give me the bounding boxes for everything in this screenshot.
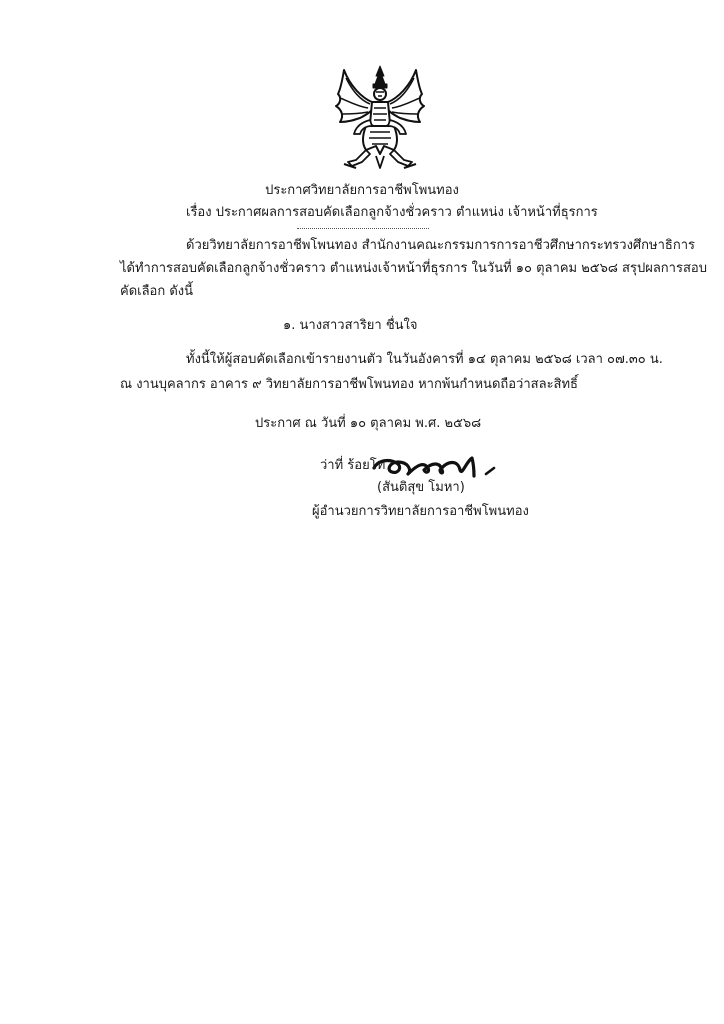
body-paragraph-1-line-3: คัดเลือก ดังนี้	[120, 284, 194, 299]
signature-rank: ว่าที่ ร้อยโท	[320, 458, 386, 473]
announce-date: ประกาศ ณ วันที่ ๑๐ ตุลาคม พ.ศ. ๒๕๖๘	[255, 416, 482, 431]
body-paragraph-1-line-1: ด้วยวิทยาลัยการอาชีพโพนทอง สำนักงานคณะกรรมการการอาชีวศึกษากระทรวงศึกษาธิการ	[186, 238, 695, 253]
garuda-emblem-icon	[332, 64, 428, 172]
body-paragraph-2-line-1: ทั้งนี้ให้ผู้สอบคัดเลือกเข้ารายงานตัว ในวันอังคารที่ ๑๔ ตุลาคม ๒๕๖๘ เวลา ๐๗.๓๐ น.	[186, 352, 663, 367]
body-paragraph-2-line-2: ณ งานบุคลากร อาคาร ๙ วิทยาลัยการอาชีพโพนทอง หากพ้นกำหนดถือว่าสละสิทธิ์	[120, 377, 578, 392]
body-paragraph-1-line-2: ได้ทำการสอบคัดเลือกลูกจ้างชั่วคราว ตำแหน่งเจ้าหน้าที่ธุรการ ในวันที่ ๑๐ ตุลาคม ๒๕๖๘ สรุปผลการสอบ	[120, 261, 707, 276]
signature-name: (สันติสุข โมหา)	[377, 480, 465, 495]
divider	[297, 228, 429, 229]
handwritten-signature	[368, 452, 520, 480]
announcement-subject: เรื่อง ประกาศผลการสอบคัดเลือกลูกจ้างชั่วคราว ตำแหน่ง เจ้าหน้าที่ธุรการ	[186, 205, 598, 220]
signature-position: ผู้อำนวยการวิทยาลัยการอาชีพโพนทอง	[312, 504, 529, 519]
result-item: ๑. นางสาวสาริยา ชื่นใจ	[283, 318, 418, 333]
announcement-title: ประกาศวิทยาลัยการอาชีพโพนทอง	[265, 183, 459, 198]
